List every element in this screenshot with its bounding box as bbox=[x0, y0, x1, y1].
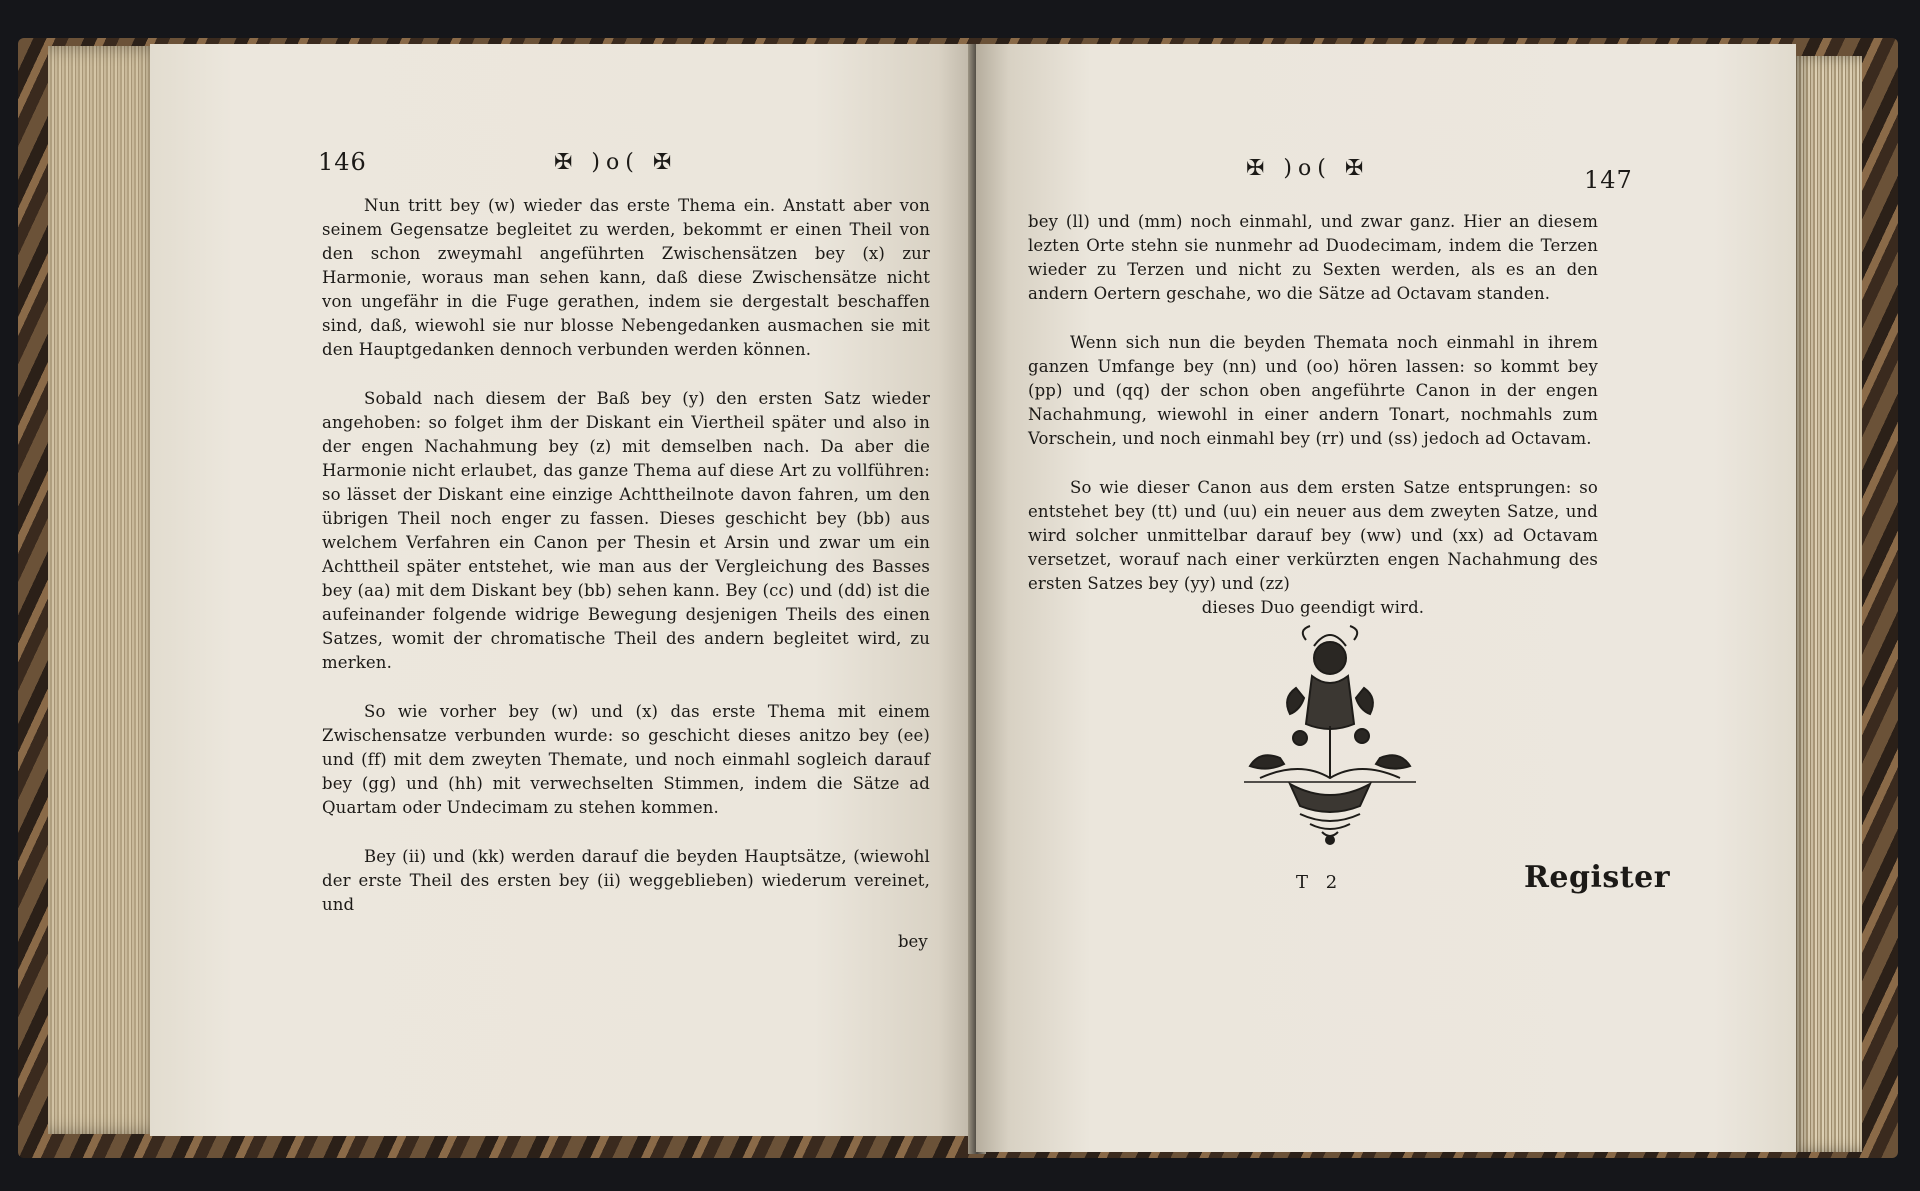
paragraph: So wie dieser Canon aus dem ersten Satze entsprungen: so entstehet bey (tt) und (uu) ein neuer aus dem zweyten Satze, und wird solcher unmittelbar darauf bey (ww) und (xx) ad Octavam versetzet, worauf nach einer verkürzten engen Nachahmung des ersten Satzes bey (yy) und (zz) bbox=[1028, 478, 1598, 593]
paragraph: bey (ll) und (mm) noch einmahl, und zwar ganz. Hier an diesem lezten Orte stehn sie nunmehr ad Duodecimam, indem die Terzen wieder zu Terzen und nicht zu Sexten werden, als es an den andern Oertern geschahe, wo die Sätze ad Octavam standen. bbox=[1028, 212, 1598, 303]
right-page-text bbox=[1028, 210, 1598, 620]
vignette-ornament bbox=[1240, 618, 1420, 848]
page-number-right: 147 bbox=[1584, 166, 1633, 194]
catchword-left: bey bbox=[898, 932, 928, 951]
right-page bbox=[976, 44, 1796, 1152]
left-page bbox=[150, 44, 980, 1136]
paragraph: So wie vorher bey (w) und (x) das erste Thema mit einem Zwischensatze verbunden wurde: so geschicht dieses anitzo bey (ee) und (ff) mit dem zweyten Themate, und noch einmahl sogleich darauf bey (gg) und (hh) mit verwechselten Stimmen, indem die Sätze ad Quartam oder Undecimam zu stehen kommen. bbox=[322, 702, 930, 817]
paragraph: Nun tritt bey (w) wieder das erste Thema ein. Anstatt aber von seinem Gegensatze begleitet zu werden, bekommt er einen Theil von den schon zweymahl angeführten Zwischensätzen bey (x) zur Harmonie, woraus man sehen kann, daß diese Zwischensätze nicht von ungefähr in die Fuge gerathen, indem sie dergestalt beschaffen sind, daß, wiewohl sie nur blosse Nebengedanken ausmachen sie mit den Hauptgedanken dennoch verbunden werden können. bbox=[322, 196, 930, 359]
closing-line: dieses Duo geendigt wird. bbox=[1201, 598, 1425, 617]
page-edges-right bbox=[1790, 56, 1862, 1152]
paragraph: Wenn sich nun die beyden Themata noch einmahl in ihrem ganzen Umfange bey (nn) und (oo) hören lassen: so kommt bey (pp) und (qq) der schon oben angeführte Canon in der engen Nachahmung, wiewohl in einer andern Tonart, nochmahls zum Vorschein, und noch einmahl bey (rr) und (ss) jedoch ad Octavam. bbox=[1028, 333, 1598, 448]
running-head-ornament-right: ✠ )o( ✠ bbox=[1246, 156, 1370, 181]
page-edges-left bbox=[48, 46, 166, 1134]
left-page-text bbox=[322, 194, 930, 917]
paragraph: Bey (ii) und (kk) werden darauf die beyden Hauptsätze, (wiewohl der erste Theil des ersten bey (ii) weggeblieben) wiederum vereinet, und bbox=[322, 847, 930, 914]
page-number-left: 146 bbox=[318, 148, 367, 176]
running-head-ornament-left: ✠ )o( ✠ bbox=[554, 150, 678, 175]
catchword-right: Register bbox=[1524, 860, 1671, 895]
signature-mark: T 2 bbox=[1296, 872, 1344, 893]
paragraph: Sobald nach diesem der Baß bey (y) den ersten Satz wieder angehoben: so folget ihm der Diskant ein Viertheil später und also in der engen Nachahmung bey (z) mit demselben nach. Da aber die Harmonie nicht erlaubet, das ganze Thema auf diese Art zu vollführen: so lässet der Diskant eine einzige Achttheilnote davon fahren, um den übrigen Theil noch enger zu fassen. Dieses geschicht bey (bb) aus welchem Verfahren ein Canon per Thesin et Arsin und zwar um ein Achttheil später entstehet, wie man aus der Vergleichung des Basses bey (aa) mit dem Diskant bey (bb) sehen kann. Bey (cc) und (dd) ist die aufeinander folgende widrige Bewegung desjenigen Theils des einen Satzes, womit der chromatische Theil des andern begleitet wird, zu merken. bbox=[322, 389, 930, 672]
